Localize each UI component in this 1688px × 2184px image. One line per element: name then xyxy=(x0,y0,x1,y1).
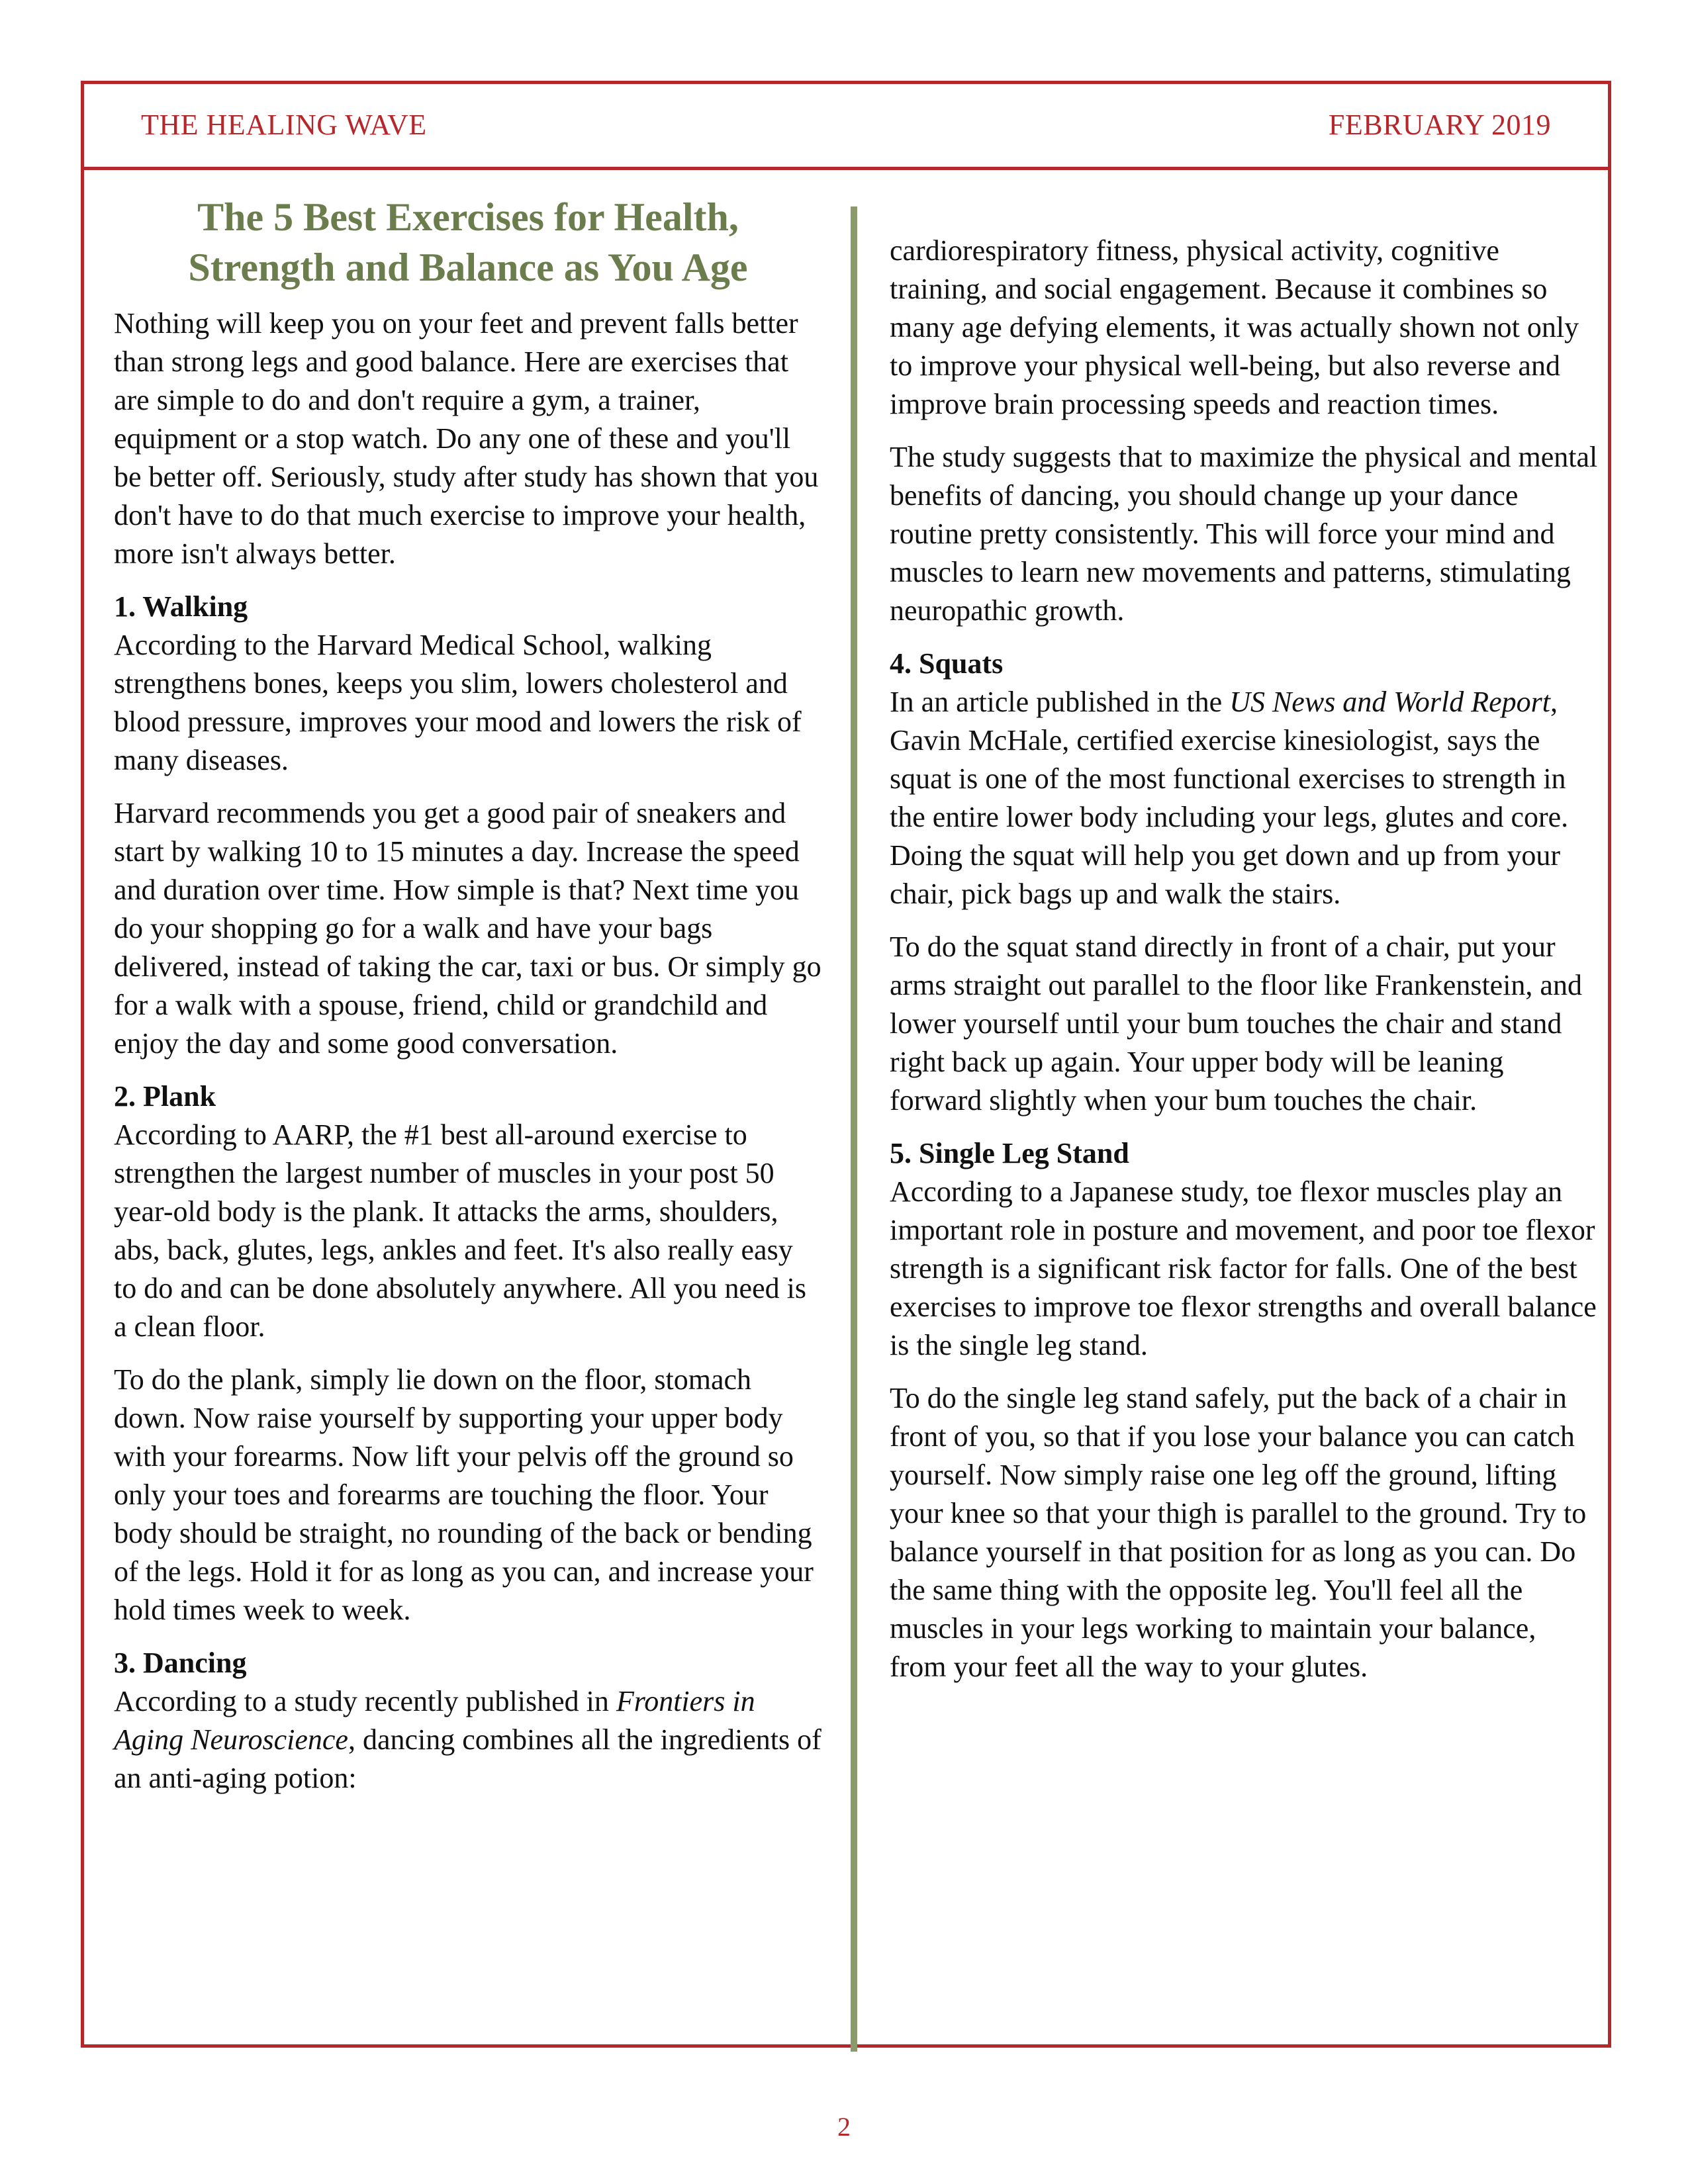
dancing-paragraph-1 xyxy=(114,1682,822,1797)
plank-paragraph-1: According to AARP, the #1 best all-around exercise to strengthen the largest number of muscles in your post 50 year-old body is the plank. It attacks the arms, shoulders, abs, back, glutes, legs, ankles and feet. It's also really easy to do and can be done absolutely anywhere. All you need is a clean floor. xyxy=(114,1118,806,1343)
right-column xyxy=(890,232,1598,1701)
squats-p1-before: In an article published in the xyxy=(890,686,1230,718)
squats-paragraph-1 xyxy=(890,683,1598,913)
dancing-paragraph-1-continued: cardiorespiratory fitness, physical activity, cognitive training, and social engagement. Because it combines so many age defying elements, it was actually shown not only to improve your physical well-being, but also reverse and improve brain processing speeds and reaction times. xyxy=(890,234,1579,420)
single-leg-paragraph-2: To do the single leg stand safely, put the back of a chair in front of you, so that if you lose your balance you can catch yourself. Now simply raise one leg off the ground, lifting your knee so that your thigh is parallel to the ground. Try to balance yourself in that position for as long as you can. Do the same thing with the opposite leg. You'll feel all the muscles in your legs working to maintain your balance, from your feet all the way to your glutes. xyxy=(890,1382,1587,1683)
left-column xyxy=(114,192,822,1812)
dancing-p1-before: According to a study recently published in xyxy=(114,1685,616,1717)
walking-paragraph-1: According to the Harvard Medical School, walking strengthens bones, keeps you slim, lowers cholesterol and blood pressure, improves your mood and lowers the risk of many diseases. xyxy=(114,629,802,776)
intro-paragraph: Nothing will keep you on your feet and prevent falls better than strong legs and good balance. Here are exercises that are simple to do and don't require a gym, a trainer, equipment or a stop watch. Do any one of these and you'll be better off. Seriously, study after study has shown that you don't have to do that much exercise to improve your health, more isn't always better. xyxy=(114,307,819,570)
dancing-paragraph-2: The study suggests that to maximize the physical and mental benefits of dancing, you should change up your dance routine pretty consistently. This will force your mind and muscles to learn new movements and patterns, stimulating neuropathic growth. xyxy=(890,441,1598,627)
title-line-2: Strength and Balance as You Age xyxy=(188,246,748,289)
article-title xyxy=(114,192,822,293)
page-number: 2 xyxy=(837,2112,851,2142)
page-header xyxy=(84,84,1608,170)
publication-name: THE HEALING WAVE xyxy=(141,109,427,141)
squats-p1-after: , Gavin McHale, certified exercise kinesiologist, says the squat is one of the most functional exercises to strength in the entire lower body including your legs, glutes and core. Doing the squat will help you get down and up from your chair, pick bags up and walk the stairs. xyxy=(890,686,1569,910)
single-leg-paragraph-1: According to a Japanese study, toe flexor muscles play an important role in posture and movement, and poor toe flexor strength is a significant risk factor for falls. One of the best exercises to improve toe flexor strengths and overall balance is the single leg stand. xyxy=(890,1175,1597,1361)
plank-paragraph-2: To do the plank, simply lie down on the floor, stomach down. Now raise yourself by supporting your upper body with your forearms. Now lift your pelvis off the ground so only your toes and forearms are touching the floor. Your body should be straight, no rounding of the back or bending of the legs. Hold it for as long as you can, and increase your hold times week to week. xyxy=(114,1363,814,1626)
single-leg-heading: 5. Single Leg Stand xyxy=(890,1137,1129,1169)
walking-heading: 1. Walking xyxy=(114,590,248,623)
dancing-heading: 3. Dancing xyxy=(114,1647,247,1679)
squats-paragraph-2: To do the squat stand directly in front of a chair, put your arms straight out parallel to the floor like Frankenstein, and lower yourself until your bum touches the chair and stand right back up again. Your upper body will be leaning forward slightly when your bum touches the chair. xyxy=(890,931,1582,1116)
walking-paragraph-2: Harvard recommends you get a good pair of sneakers and start by walking 10 to 15 minutes a day. Increase the speed and duration over time. How simple is that? Next time you do your shopping go for a walk and have your bags delivered, instead of taking the car, taxi or bus. Or simply go for a walk with a spouse, friend, child or grandchild and enjoy the day and some good conversation. xyxy=(114,797,821,1060)
source-name: US News and World Report xyxy=(1229,686,1551,718)
journal-name: Frontiers in Aging Neuroscience xyxy=(114,1685,755,1756)
squats-heading: 4. Squats xyxy=(890,647,1004,680)
column-divider xyxy=(851,206,857,2052)
issue-date: FEBRUARY 2019 xyxy=(1328,109,1551,141)
plank-heading: 2. Plank xyxy=(114,1080,216,1113)
dancing-p1-after: , dancing combines all the ingredients of an anti-aging potion: xyxy=(114,1723,821,1794)
title-line-1: The 5 Best Exercises for Health, xyxy=(197,195,739,239)
